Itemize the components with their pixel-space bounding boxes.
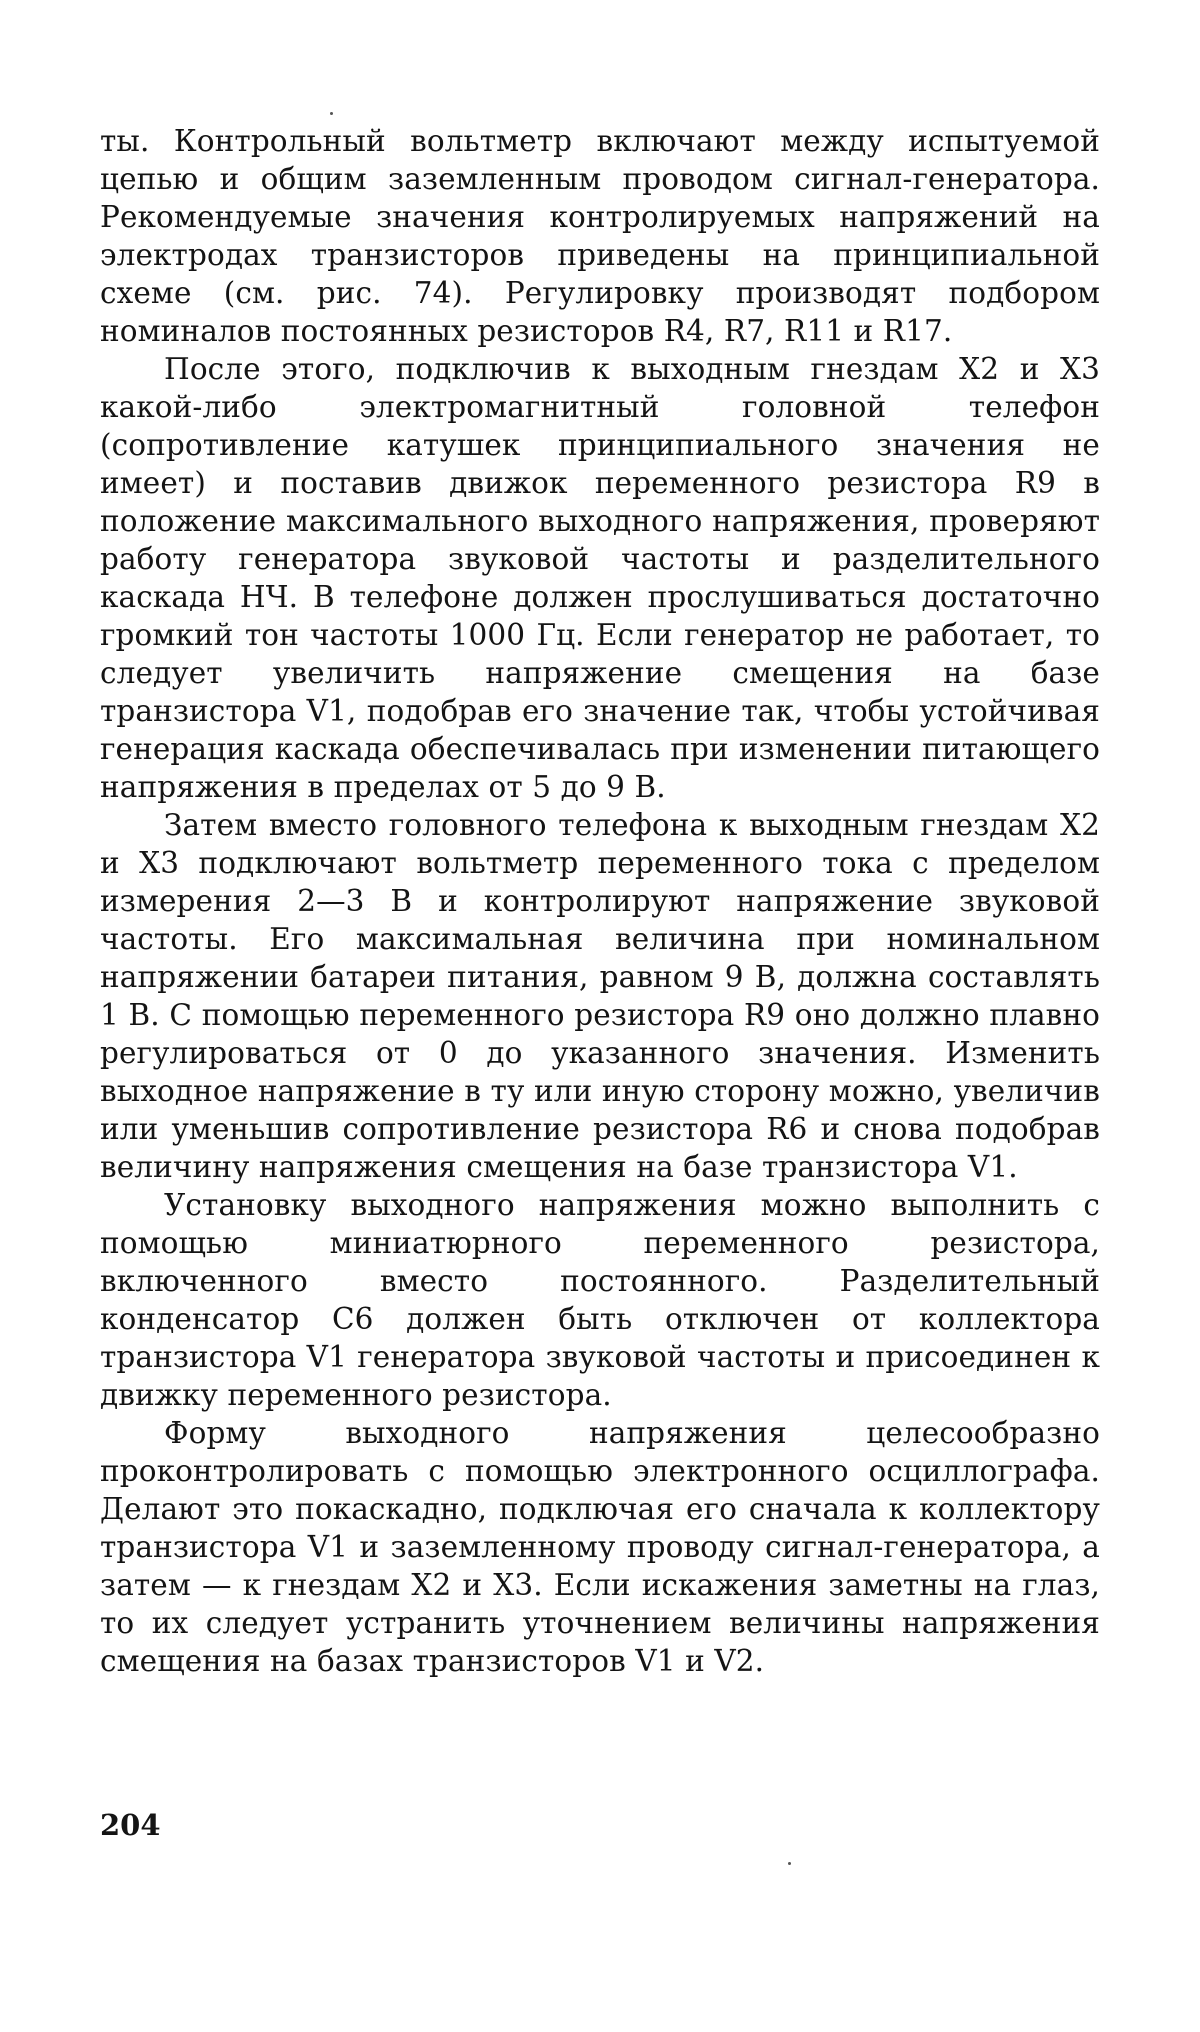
page-number: 204 [100, 1808, 161, 1842]
paragraph-2: После этого, подключив к выходным гнездам X2 и X3 какой-либо электромагнитный головной телефон (сопротивление катушек принципиального значения не имеет) и поставив движок переменного резистора R9 в положение максимального выходного напряжения, проверяют работу генератора звуковой частоты и разделительного каскада НЧ. В телефоне должен прослушиваться достаточно громкий тон частоты 1000 Гц. Если генератор не работает, то следует увеличить напряжение смещения на базе транзистора V1, подобрав его значение так, чтобы устойчивая генерация каскада обеспечивалась при изменении питающего напряжения в пределах от 5 до 9 В. [100, 352, 1100, 804]
paragraph-5: Форму выходного напряжения целесообразно проконтролировать с помощью электронного осциллографа. Делают это покаскадно, подключая его сначала к коллектору транзистора V1 и заземленному проводу сигнал-генератора, а затем — к гнездам X2 и X3. Если искажения заметны на глаз, то их следует устранить уточнением величины напряжения смещения на базах транзисторов V1 и V2. [100, 1416, 1100, 1678]
scan-speck [788, 1862, 791, 1865]
paragraph-4: Установку выходного напряжения можно выполнить с помощью миниатюрного переменного резистора, включенного вместо постоянного. Разделительный конденсатор C6 должен быть отключен от коллектора транзистора V1 генератора звуковой частоты и присоединен к движку переменного резистора. [100, 1188, 1100, 1412]
page-text [100, 122, 1100, 1680]
paragraph-1: ты. Контрольный вольтметр включают между испытуемой цепью и общим заземленным проводом сигнал-генератора. Рекомендуемые значения контролируемых напряжений на электродах транзисторов приведены на принципиальной схеме (см. рис. 74). Регулировку производят подбором номиналов постоянных резисторов R4, R7, R11 и R17. [100, 124, 1100, 348]
paragraph-3: Затем вместо головного телефона к выходным гнездам X2 и X3 подключают вольтметр переменного тока с пределом измерения 2—3 В и контролируют напряжение звуковой частоты. Его максимальная величина при номинальном напряжении батареи питания, равном 9 В, должна составлять 1 В. С помощью переменного резистора R9 оно должно плавно регулироваться от 0 до указанного значения. Изменить выходное напряжение в ту или иную сторону можно, увеличив или уменьшив сопротивление резистора R6 и снова подобрав величину напряжения смещения на базе транзистора V1. [100, 808, 1100, 1184]
scan-speck [330, 112, 333, 115]
